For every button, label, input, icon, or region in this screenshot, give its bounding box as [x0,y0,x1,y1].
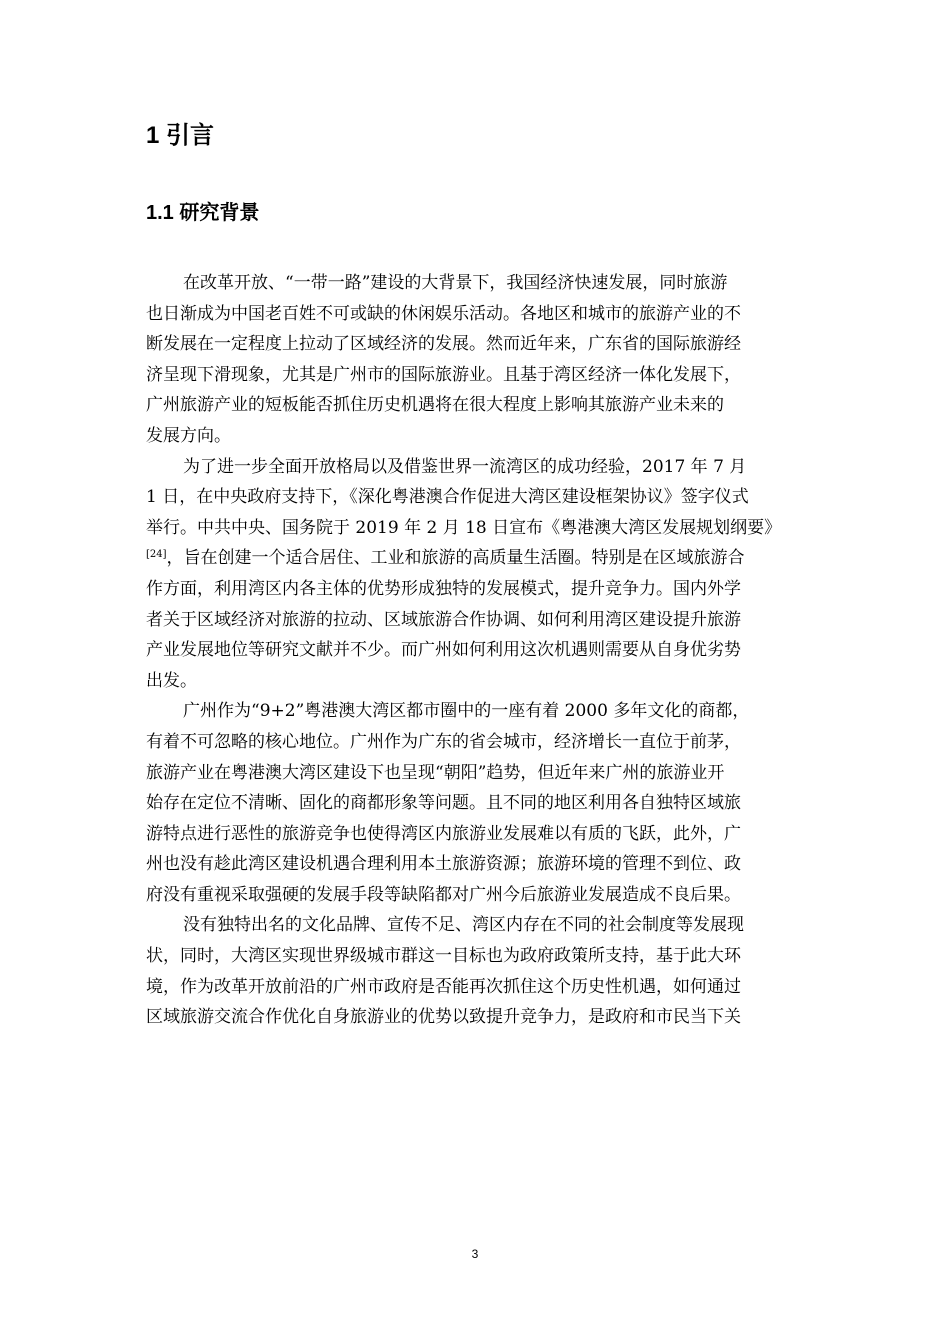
text-line: 广州作为“9+2”粤港澳大湾区都市圈中的一座有着 2000 多年文化的商都， [183,701,750,722]
text-line: 有着不可忽略的核心地位。广州作为广东的省会城市，经济增长一直位于前茅， [146,731,741,752]
text-line: ，旨在创建一个适合居住、工业和旅游的高质量生活圈。特别是在区域旅游合 [166,548,745,569]
paragraph [146,696,810,910]
text-line: 也日渐成为中国老百姓不可或缺的休闲娱乐活动。各地区和城市的旅游产业的不 [146,303,741,324]
text-line: 者关于区域经济对旅游的拉动、区域旅游合作协调、如何利用湾区建设提升旅游 [146,609,741,630]
paragraph [146,910,810,1032]
text-line: 广州旅游产业的短板能否抓住历史机遇将在很大程度上影响其旅游产业未来的 [146,395,724,416]
text-line: 游特点进行恶性的旅游竞争也使得湾区内旅游业发展难以有质的飞跃，此外，广 [146,823,741,844]
text-line: 济呈现下滑现象，尤其是广州市的国际旅游业。且基于湾区经济一体化发展下， [146,364,741,385]
text-line-with-citation [146,543,810,574]
text-line: 府没有重视采取强硬的发展手段等缺陷都对广州今后旅游业发展造成不良后果。 [146,884,741,905]
text-line: 境，作为改革开放前沿的广州市政府是否能再次抓住这个历史性机遇，如何通过 [146,976,741,997]
text-line: 没有独特出名的文化品牌、宣传不足、湾区内存在不同的社会制度等发展现 [183,915,744,936]
citation-reference: [24] [146,549,167,561]
body-text [146,268,810,1033]
paragraph [146,268,810,452]
text-line: 断发展在一定程度上拉动了区域经济的发展。然而近年来，广东省的国际旅游经 [146,334,741,355]
text-line: 状，同时，大湾区实现世界级城市群这一目标也为政府政策所支持，基于此大环 [146,946,741,967]
text-line: 在改革开放、“一带一路”建设的大背景下，我国经济快速发展，同时旅游 [183,273,728,293]
section-heading: 1.1 研究背景 [146,202,260,224]
page-number: 3 [471,1247,479,1261]
text-line: 作方面，利用湾区内各主体的优势形成独特的发展模式，提升竞争力。国内外学 [146,578,741,599]
text-line: 为了进一步全面开放格局以及借鉴世界一流湾区的成功经验，2017 年 7 月 [183,456,747,477]
text-line: 始存在定位不清晰、固化的商都形象等问题。且不同的地区利用各自独特区域旅 [146,793,741,814]
text-line: 发展方向。 [146,425,231,446]
text-line: 举行。中共中央、国务院于 2019 年 2 月 18 日宣布《粤港澳大湾区发展规划纲要》 [146,517,782,538]
text-line: 产业发展地位等研究文献并不少。而广州如何利用这次机遇则需要从自身优劣势 [146,640,741,661]
text-line: 1 日，在中央政府支持下，《深化粤港澳合作促进大湾区建设框架协议》签字仪式 [146,487,749,508]
text-line: 区域旅游交流合作优化自身旅游业的优势以致提升竞争力，是政府和市民当下关 [146,1007,741,1028]
text-line: 州也没有趁此湾区建设机遇合理利用本土旅游资源；旅游环境的管理不到位、政 [146,854,741,875]
text-line: 出发。 [146,670,197,691]
text-line: 旅游产业在粤港澳大湾区建设下也呈现“朝阳”趋势，但近年来广州的旅游业开 [146,762,725,783]
chapter-heading: 1 引言 [146,122,215,149]
paragraph [146,452,810,697]
